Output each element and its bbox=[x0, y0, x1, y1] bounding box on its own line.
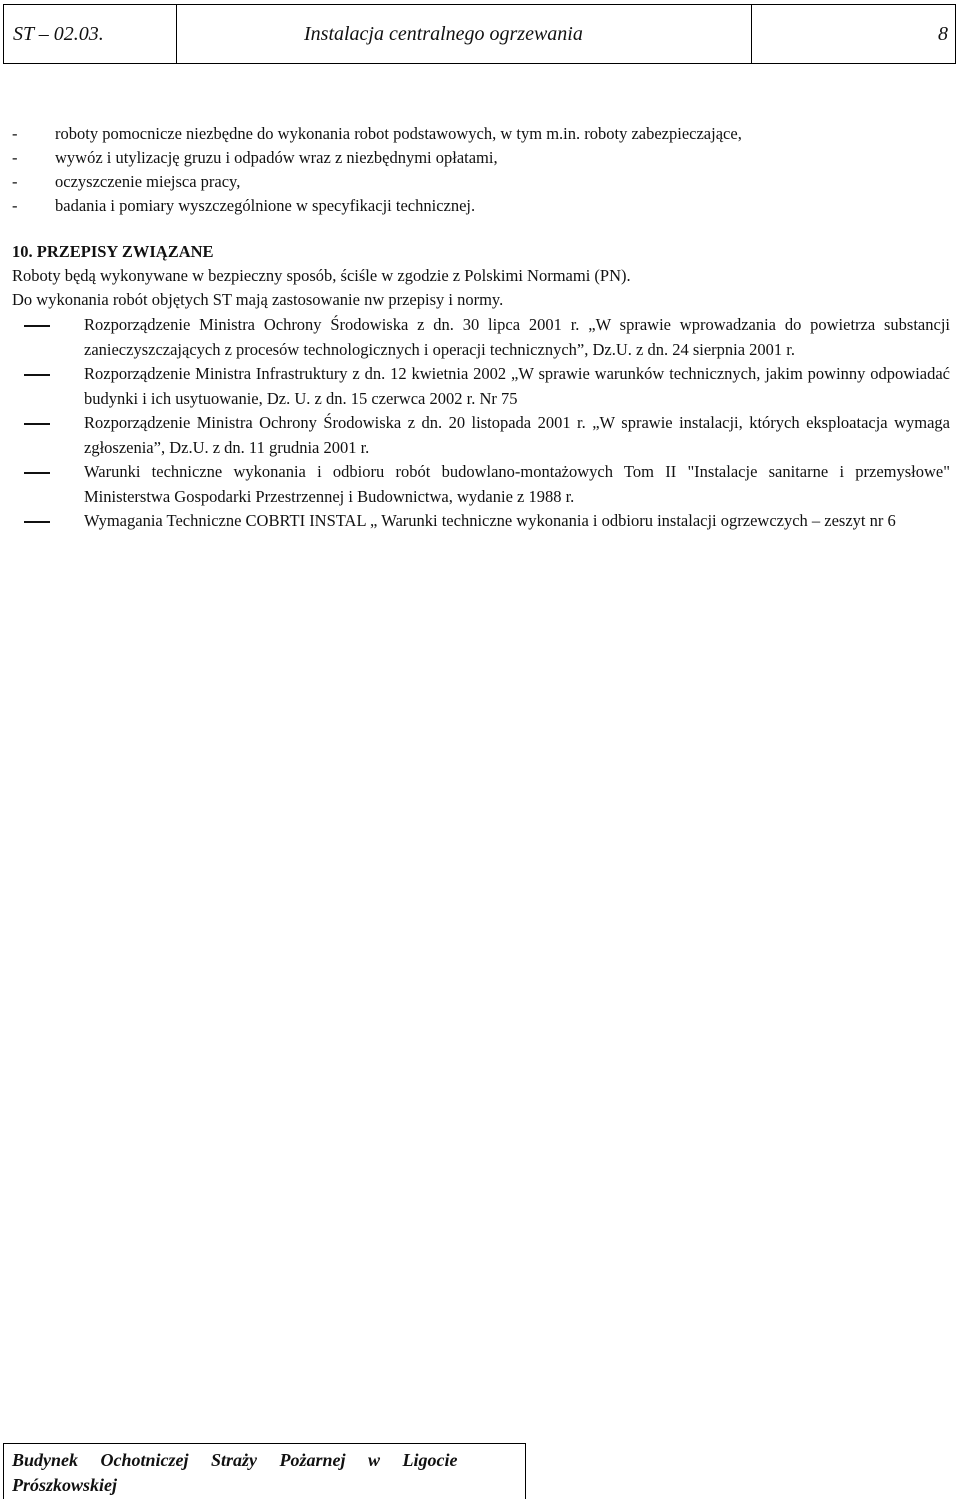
intro-list bbox=[12, 122, 742, 218]
document-code: ST – 02.03. bbox=[13, 22, 104, 45]
section-heading: 10. PRZEPISY ZWIĄZANE bbox=[12, 242, 214, 261]
dash-marker bbox=[24, 472, 50, 474]
page-footer bbox=[3, 1443, 526, 1499]
list-item: - badania i pomiary wyszczególnione w specyfikacji technicznej. bbox=[12, 196, 476, 215]
regulation-item: Rozporządzenie Ministra Ochrony Środowiska z dn. 30 lipca 2001 r. „W sprawie wprowadzania do powietrza substancji zanieczyszczających z procesów technologicznych i operacji technicznych”, Dz.U. z dn. 24 sierpnia 2001 r. bbox=[12, 313, 950, 362]
section-paragraph: Roboty będą wykonywane w bezpieczny sposób, ściśle w zgodzie z Polskimi Normami (PN). bbox=[12, 266, 631, 285]
dash-marker bbox=[24, 374, 50, 376]
header-divider bbox=[751, 5, 752, 63]
page-number: 8 bbox=[938, 22, 948, 45]
section-paragraph: Do wykonania robót objętych ST mają zastosowanie nw przepisy i normy. bbox=[12, 290, 504, 309]
footer-line: Budynek Ochotniczej Straży Pożarnej w Ligocie bbox=[12, 1450, 458, 1470]
document-title: Instalacja centralnego ogrzewania bbox=[304, 22, 583, 45]
header-divider bbox=[176, 5, 177, 63]
dash-marker bbox=[24, 325, 50, 327]
footer-line: Prószkowskiej bbox=[12, 1475, 118, 1495]
list-item: - roboty pomocnicze niezbędne do wykonania robot podstawowych, w tym m.in. roboty zabezpieczające, bbox=[12, 124, 742, 143]
regulation-item: Warunki techniczne wykonania i odbioru robót budowlano-montażowych Tom II "Instalacje sanitarne i przemysłowe" Ministerstwa Gospodarki Przestrzennej i Budownictwa, wydanie z 1988 r. bbox=[12, 460, 950, 509]
regulation-item: Rozporządzenie Ministra Ochrony Środowiska z dn. 20 listopada 2001 r. „W sprawie instalacji, których eksploatacja wymaga zgłoszenia”, Dz.U. z dn. 11 grudnia 2001 r. bbox=[12, 411, 950, 460]
regulation-item: Rozporządzenie Ministra Infrastruktury z dn. 12 kwietnia 2002 „W sprawie warunków technicznych, jakim powinny odpowiadać budynki i ich usytuowanie, Dz. U. z dn. 15 czerwca 2002 r. Nr 75 bbox=[12, 362, 950, 411]
dash-marker bbox=[24, 423, 50, 425]
regulation-item: Wymagania Techniczne COBRTI INSTAL „ Warunki techniczne wykonania i odbioru instalacji ogrzewczych – zeszyt nr 6 bbox=[12, 509, 950, 534]
dash-marker bbox=[24, 521, 50, 523]
page-header bbox=[3, 4, 956, 64]
list-item: - wywóz i utylizację gruzu i odpadów wraz z niezbędnymi opłatami, bbox=[12, 148, 498, 167]
regulations-list bbox=[12, 313, 950, 534]
list-item: - oczyszczenie miejsca pracy, bbox=[12, 172, 241, 191]
